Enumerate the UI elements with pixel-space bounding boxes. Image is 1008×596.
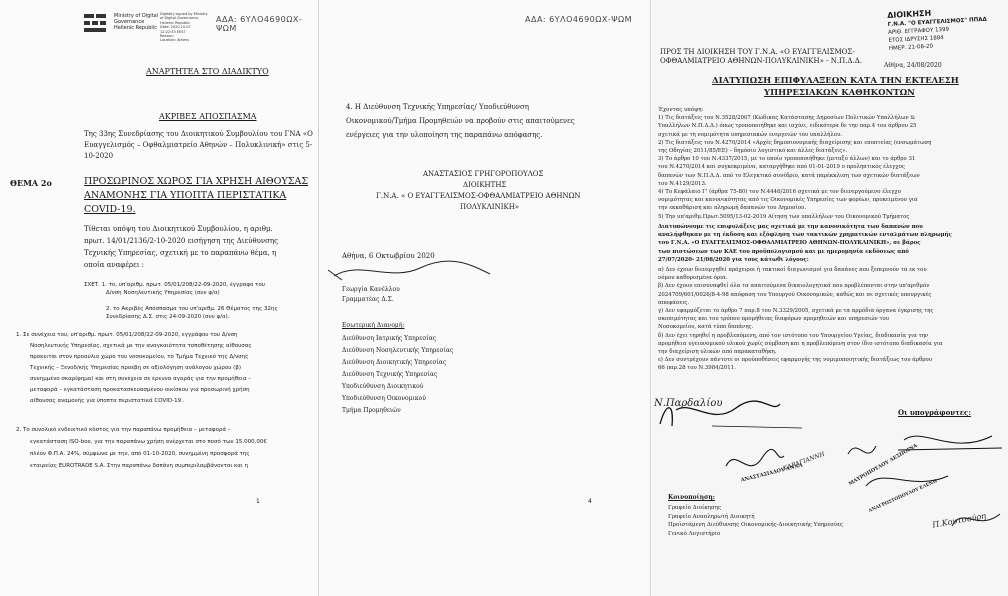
reference-2: 2. το Ακριβές Απόσπασμα του υπ'αριθμ. 26 Θέματος της 32ης Συνεδρίασης Δ.Σ. στις 24-09-2020 (συν φ/α). [106,306,278,320]
reservations-statement: Διατυπώνουμε τις επιφυλάξεις μας σχετικά με την κανονικότητα των δαπανών που αναλήφθηκαν με τη έκδοση και εξόφληση των τακτικών χρηματικών ενταλμάτων πληρωμής του Γ.Ν.Α. «Ο ΕΥΑΓΓΕΛΙΣΜΟΣ-ΟΦΘΑΛΜΙΑΤΡΕΙΟ ΑΘΗΝΩΝ-ΠΟΛΥΚΛΙΝΙΚΗ», σε βάρος των πιστώσεων των ΚΑΕ του προϋπολογισμού και με ημερομηνία εκδόσεως από 27/07/2020- 21/08/2020 για τους κάτωθι λόγους: [658,224,952,263]
signatories-heading: Οι υπογράφοντες: [898,408,971,417]
paragraph-1: 1. Σε συνέχεια του, υπ'αριθμ. πρωτ. 05/01/208/22-09-2020, εγγράφου του Δ/νση Νοσηλευτικής Υπηρεσίας, σχετικά με την αναγκαιότητα τοποθέτησης αίθουσας προκειται στον προαύλιο χώρο του νοσοκομείου, το Τμήμα Τεχνικό της Δ/νσης Τεχνικής – Ξενοδ/κής Υπηρεσίας προέβη σε αξιολόγηση ανάλογου χώρου (β) συνημμένο σκαρίφημα) και στη συνέχεια σε έρευνα αγοράς για την προμήθεια – μεταφορά – εγκατάσταση προκατασκευασμένου οικίσκου για προσωρινή χρήση αίθουσας αναμονής για ύποπτα περιστατικά COVID-19 . [16,332,252,404]
signature-mavropoulou: ΜΑΥΡΟΠΟΥΛΟΥ ΔΕΣΠΟΙΝΑ [847,442,919,488]
theme-line-2: ΑΝΑΜΟΝΗΣ ΓΙΑ ΥΠΟΠΤΑ ΠΕΡΙΣΤΑΤΙΚΑ [84,190,287,201]
digital-signature-stamp: Digitally signed by Ministry of Digital Governance, Hellenic Republic Date: 2020.10.07 12:22:53 EEST Reason: Location: Athens [160,12,208,43]
distribution-title: Εσωτερική Διανομή: [342,322,405,329]
list-item: Προϊστάμενη Διεύθυνσης Οικονομικής-Διοικητικής Υπηρεσίας [668,522,843,528]
theme-label: ΘΕΜΑ 2ο [10,178,52,188]
addressee-line-1: ΠΡΟΣ ΤΗ ΔΙΟΙΚΗΣΗ ΤΟΥ Γ.Ν.Α. «Ο ΕΥΑΓΓΕΛΙΣΜΟΣ- [660,48,855,56]
ada-code: ΑΔΑ: 6ΥΛΟ4690ΩΧ-ΨΩΜ [525,15,633,24]
posted-online-heading: ΑΝΑΡΤΗΤΕΑ ΣΤΟ ΔΙΑΔΙΚΤΥΟ [146,67,269,76]
intro-line-2: πρωτ. 14/01/2136/2-10-2020 εισήγηση της Διεύθυνσης [84,237,279,245]
reservations-title-2: ΥΠΗΡΕΣΙΑΚΩΝ ΚΑΘΗΚΟΝΤΩΝ [764,88,915,98]
decision-item-4: 4. Η Διεύθυνση Τεχνικής Υπηρεσίας/ Υποδιεύθυνση Οικονομικού/Τμήμα Προμηθειών να προβούν στις απαιτούμενες ενέργειες για την υλοποίηση της παραπάνω απόφασης. [346,103,575,139]
reasons-list: α) Δεν έχουν διενεργηθεί πρόχειροι ή τακτικοί διαγωνισμοί για δαπάνες που ξεπερνούν τα εκ του νόμου καθορισμένα όρια. β) Δεν έχουν επισυναφθεί όλα τα απαιτούμενα δικαιολογητικά που προβλέπονται στην υπ'αριθμόν 2024709/601/0026/8-4-98 απόφαση του Υπουργού Οικονομικών, καθώς και σε σχετικές υπουργικές αποφάσεις. γ) Δεν εφαρμόζεται το άρθρο 7 παρ.8 του Ν.3329/2005, σχετικά με τα αρμόδια όργανα έγκρισης της σκοπιμότητας και του τρόπου προμήθειας διαφόρων προμηθειών και υπηρεσιών του Νοσοκομείου, κατά τύπο δαπάνης. δ) Δεν έχει τηρηθεί η προβλεπόμενη, από τον ιστότοπο του Υπουργείου Υγείας, διαδικασία για την προμήθεια υγειονομικού υλικού χωρίς σύμβαση και η προβλεπόμενη στον ίδιο ιστότοπο διαδικασία για την διαχείριση υλικών από παρακαταθήκη. ε) Δεν συντρέχουν πάντοτε οι προϋποθέσεις εφαρμογής της νομιμοποιητικής διατάξεως του άρθρου 66 παρ.28 του Ν.3984/2011. [658,267,943,372]
document-page-2 [320,0,651,596]
list-item: Υποδιεύθυνση Οικονομικού [342,395,426,402]
document-date: Αθήνα, 24/08/2020 [884,62,942,69]
signature-karagianni: ΚΑΡΑΓΙΑΝΝΗ [782,450,826,473]
signature-koutsouri: Π.Κουτσούρη [931,511,987,530]
signature-pardaliou: Ν.Παρδαλίου [654,398,723,409]
signer-role: ΔΙΟΙΚΗΤΗΣ [463,181,507,189]
registry-stamp: ΔΙΟΙΚΗΣΗ Γ.Ν.Α. "Ο ΕΥΑΓΓΕΛΙΣΜΟΣ" ΠΠΑΔ ΑΡΙΘ. ΕΓΓΡΑΦΟΥ 1399 ΕΤΟΣ ΙΔΡΥΣΗΣ 1884 ΗΜΕΡ. 21-08-20 [886,8,987,52]
meeting-line-2: Ευαγγελισμός – Οφθαλμιατρείο Αθηνών – Πολυκλινική» στις 5- [84,141,313,149]
signer-name: ΑΝΑΣΤΑΣΙΟΣ ΓΡΗΓΟΡΟΠΟΥΛΟΣ [423,170,544,178]
addressee-line-2: ΟΦΘΑΛΜΙΑΤΡΕΙΟ ΑΘΗΝΩΝ-ΠΟΛΥΚΛΙΝΙΚΗ» - Ν.Π.Δ.Δ. [660,57,862,65]
extract-title: ΑΚΡΙΒΕΣ ΑΠΟΣΠΑΣΜΑ [159,112,257,121]
list-item: Διεύθυνση Ιατρικής Υπηρεσίας [342,335,437,342]
list-item: Διεύθυνση Διοικητικής Υπηρεσίας [342,359,447,366]
document-page-3 [652,0,1008,596]
reference-1: ΣΧΕΤ. 1. το, υπ'αριθμ. πρωτ. 05/01/208/22-09-2020, έγγραφο του Δ/νση Νοσηλευτικής Υπηρεσίας (συν φ/α) [84,282,266,296]
intro-line-3: Τεχνικής Υπηρεσίας, σχετική με το παραπάνω θέμα, η [84,249,277,257]
paragraph-2: 2. Το συνολικό ενδεικτικό κόστος για την παραπάνω προμήθεια – μεταφορά – εγκατάσταση ISO-box, για την παραπάνω χρήση ανέρχεται στο ποσό των 15.000,00€ πλέον Φ.Π.Α. 24%, σύμφωνα με την, από 01-10-2020, συνημμένη προσφορά της εταιρείας EUROTRADE S.A. Στην παραπάνω δαπάνη συμπεριλαμβάνονται και η [16,427,267,469]
meeting-line-3: 10-2020 [84,152,114,160]
signature-anagnostopoulou: ΑΝΑΓΡΩΣΤΟΠΟΥΛΟΥ ΕΛΕΝΗ [868,479,939,514]
intro-line-4: οποία αναφέρει : [84,261,145,269]
reservations-title-1: ΔΙΑΤΥΠΩΣΗ ΕΠΙΦΥΛΑΞΕΩΝ ΚΑΤΑ ΤΗΝ ΕΚΤΕΛΕΣΗ [712,76,959,86]
list-item: Γραφείο Αναπληρωτή Διοικητή [668,513,755,520]
distribution-list [342,333,453,417]
ada-code: ΑΔΑ: 6ΥΛΟ4690ΩΧ-ΨΩΜ [216,15,303,33]
organization-line-2: ΠΟΛΥΚΛΙΝΙΚΗ» [460,203,520,211]
secretary-name: Γεωργία Κανέλλου [342,286,400,293]
notification-title: Κοινοποίηση: [668,494,715,501]
list-item: Γραφείο Διοίκησης [668,505,722,511]
document-page-1 [0,0,319,596]
list-item: Υποδιεύθυνση Διοικητικού [342,383,424,390]
ministry-name: Ministry of Digital Governance Hellenic Republic [114,13,159,31]
organization-line-1: Γ.Ν.Α. « Ο ΕΥΑΓΓΕΛΙΣΜΟΣ-ΟΦΘΑΛΜΙΑΤΡΕΙΟ ΑΘΗΝΩΝ [376,192,581,200]
ministry-logo [84,14,108,34]
page-number: 1 [256,498,260,505]
page-number: 4 [588,498,592,505]
list-item: Διεύθυνση Τεχνικής Υπηρεσίας [342,371,438,378]
notification-list [668,504,843,538]
theme-line-3: COVID-19. [84,204,136,215]
intro-line-1: Τίθεται υπόψη του Διοικητικού Συμβουλίου, η αριθμ. [84,225,273,233]
theme-line-1: ΠΡΟΣΩΡΙΝΟΣ ΧΩΡΟΣ ΓΙΑ ΧΡΗΣΗ ΑΙΘΟΥΣΑΣ [84,176,309,187]
legal-basis-list: Έχοντας υπόψη: 1) Τις διατάξεις του Ν.3528/2007 (Κώδικας Κατάστασης Δημοσίων Πολιτικών Υπαλλήλων & Υπαλλήλων Ν.Π.Δ.Δ.) όπως τροποποιήθηκε και ισχύει, ειδικότερα δε την παρ.4 του άρθρου 25 σχετικά με τη νομιμότητα υπηρεσιακών ενεργειών του υπαλλήλου. 2) Τις διατάξεις του Ν.4270/2014 «Αρχές δημοσιονομικής διαχείρισης και εποπτείας (ενσωμάτωση της Οδηγίας 2011/85/ΕΕ) – δημόσιο λογιστικό και άλλες διατάξεις». 3) Το άρθρο 10 του Ν.4337/2015, με το οποίο τροποποιήθηκε (μεταξύ άλλων) και το άρθρο 31 του Ν.4270/2014 και συγκεκριμένα, καταργήθηκε από 01-01-2019 ο προληπτικός έλεγχος δαπανών των Ν.Π.Δ.Δ. από το Ελεγκτικό συνέδριο, κατά παρέκκλιση των σχετικών διατάξεων του Ν.4129/2013. 4) Το Κεφάλαιο Γ' (άρθρα 75-80) του Ν.4446/2016 σχετικά με τον διενεργούμενο έλεγχο νομιμότητας και κανονικότητας από τις Οικονομικές Υπηρεσίες των φορέων, προκειμένου για την εκκαθάριση και πληρωμή δαπανών του Δημοσίου. 5) Την υπ'αριθμ.Πρωτ.5095/13-02-2019 Αίτηση των υπαλλήλων του Οικονομικού Τμήματος [658,107,932,220]
meeting-line-1: Της 33ης Συνεδρίασης του Διοικητικού Συμβουλίου του ΓΝΑ «Ο [84,130,313,138]
handwritten-signatures [652,396,1008,566]
secretary-title: Γραμματέας Δ.Σ. [342,296,394,303]
list-item: Τμήμα Προμηθειών [342,407,401,414]
list-item: Διεύθυνση Νοσηλευτικής Υπηρεσίας [342,347,454,354]
decision-date: Αθήνα, 6 Οκτωβρίου 2020 [342,252,435,260]
signature-anastasiadou: ΑΝΑΣΤΑΣΙΑΔΟΥ ΑΝΝΑ [740,462,804,484]
list-item: Γενικό Λογιστήριο [668,530,721,537]
secretary-signature [320,256,580,286]
